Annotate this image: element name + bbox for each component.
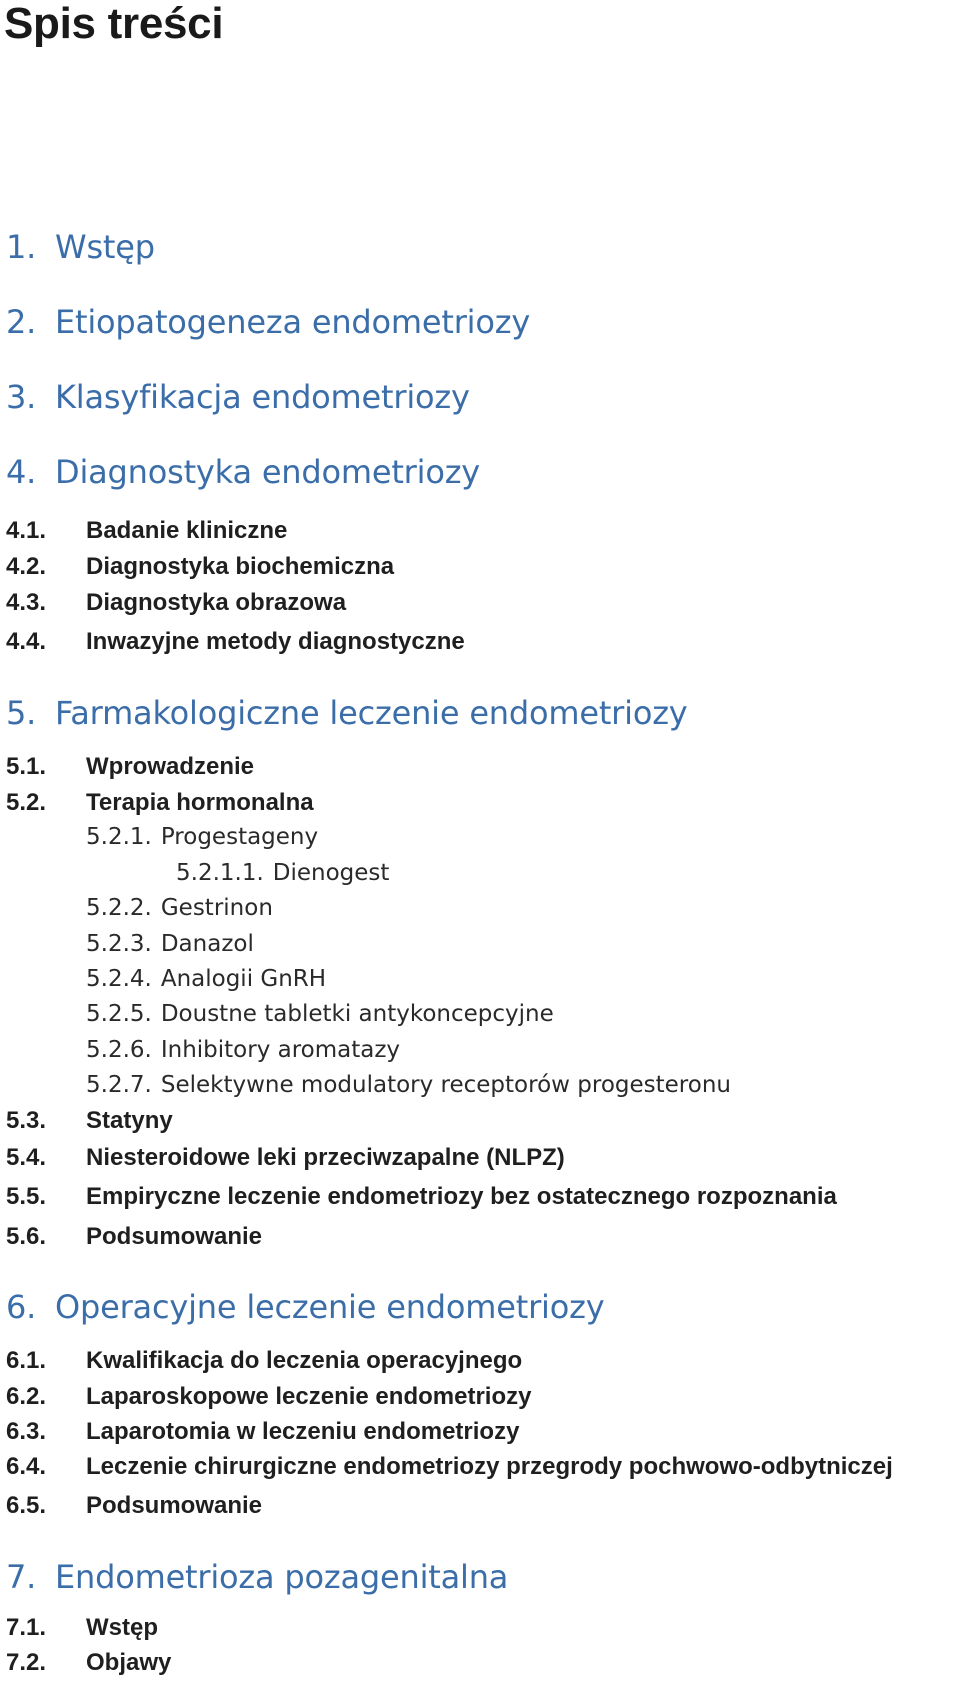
section-label: Niesteroidowe leki przeciwzapalne (NLPZ) [86,1144,565,1171]
toc-chapter-6[interactable] [6,1288,604,1326]
section-number: 5.4. [6,1144,47,1171]
subsection-number: 5.2.4. [86,966,152,992]
subsection-label: Doustne tabletki antykoncepcyjne [160,1001,554,1027]
section-number: 4.3. [6,589,47,616]
section-label: Inwazyjne metody diagnostyczne [86,628,465,655]
subsubsection-number: 5.2.1.1. [176,860,264,886]
chapter-number: 7. [6,1558,37,1596]
section-label: Empiryczne leczenie endometriozy bez ostatecznego rozpoznania [86,1183,837,1210]
section-number: 6.3. [6,1418,47,1445]
toc-section-6-4[interactable] [6,1452,893,1482]
toc-section-5-2[interactable] [6,788,314,818]
section-number: 5.5. [6,1183,47,1210]
toc-subsection-5-2-1[interactable] [86,822,318,852]
toc-section-6-3[interactable] [6,1417,519,1447]
toc-section-4-1[interactable] [6,516,287,546]
chapter-label: Diagnostyka endometriozy [55,453,481,491]
subsection-label: Inhibitory aromatazy [160,1037,401,1063]
section-number: 6.1. [6,1347,47,1374]
section-number: 7.2. [6,1649,47,1676]
subsection-number: 5.2.5. [86,1001,152,1027]
section-number: 5.2. [6,789,47,816]
chapter-label: Farmakologiczne leczenie endometriozy [55,694,688,732]
section-label: Terapia hormonalna [86,789,314,816]
toc-section-5-3[interactable] [6,1106,173,1136]
section-label: Podsumowanie [86,1492,263,1519]
toc-subsubsection-5-2-1-1[interactable] [176,858,389,888]
section-label: Objawy [86,1649,172,1676]
chapter-label: Etiopatogeneza endometriozy [55,303,531,341]
section-number: 7.1. [6,1614,47,1641]
section-number: 4.4. [6,628,47,655]
subsection-label: Selektywne modulatory receptorów progesteronu [160,1072,731,1098]
section-number: 5.1. [6,753,47,780]
subsection-number: 5.2.7. [86,1072,152,1098]
subsection-number: 5.2.2. [86,895,152,921]
chapter-label: Operacyjne leczenie endometriozy [55,1288,605,1326]
chapter-number: 3. [6,378,37,416]
section-label: Wstęp [86,1614,158,1641]
chapter-number: 4. [6,453,37,491]
subsection-label: Danazol [160,931,254,957]
toc-chapter-1[interactable] [6,228,155,266]
toc-section-4-2[interactable] [6,552,394,582]
section-number: 6.5. [6,1492,47,1519]
chapter-label: Endometrioza pozagenitalna [55,1558,509,1596]
subsection-label: Analogii GnRH [160,966,327,992]
toc-section-7-1[interactable] [6,1613,158,1643]
section-number: 5.6. [6,1223,47,1250]
toc-chapter-5[interactable] [6,694,688,732]
toc-section-5-5[interactable] [6,1182,837,1212]
section-number: 6.4. [6,1453,47,1480]
toc-subsection-5-2-3[interactable] [86,929,254,959]
toc-chapter-3[interactable] [6,378,470,416]
toc-section-5-4[interactable] [6,1143,565,1173]
section-label: Leczenie chirurgiczne endometriozy przegrody pochwowo-odbytniczej [86,1453,893,1480]
section-label: Diagnostyka biochemiczna [86,553,395,580]
section-number: 5.3. [6,1107,47,1134]
section-label: Statyny [86,1107,173,1134]
subsection-number: 5.2.1. [86,824,152,850]
chapter-label: Wstęp [55,228,155,266]
page-title: Spis treści [4,0,224,48]
subsubsection-label: Dienogest [272,860,390,886]
section-number: 6.2. [6,1383,47,1410]
chapter-number: 1. [6,228,37,266]
subsection-label: Progestageny [160,824,319,850]
section-label: Diagnostyka obrazowa [86,589,347,616]
section-label: Laparotomia w leczeniu endometriozy [86,1418,520,1445]
section-number: 4.2. [6,553,47,580]
toc-section-5-6[interactable] [6,1222,262,1252]
toc-chapter-7[interactable] [6,1558,508,1596]
section-label: Kwalifikacja do leczenia operacyjnego [86,1347,523,1374]
toc-section-6-1[interactable] [6,1346,522,1376]
toc-subsection-5-2-7[interactable] [86,1070,731,1100]
chapter-label: Klasyfikacja endometriozy [55,378,470,416]
toc-section-6-2[interactable] [6,1382,531,1412]
section-number: 4.1. [6,517,47,544]
subsection-number: 5.2.3. [86,931,152,957]
toc-section-5-1[interactable] [6,752,254,782]
toc-section-6-5[interactable] [6,1491,262,1521]
subsection-label: Gestrinon [160,895,273,921]
chapter-number: 5. [6,694,37,732]
toc-subsection-5-2-2[interactable] [86,893,273,923]
section-label: Wprowadzenie [86,753,255,780]
toc-subsection-5-2-5[interactable] [86,999,554,1029]
toc-section-7-2[interactable] [6,1648,171,1678]
toc-subsection-5-2-4[interactable] [86,964,326,994]
chapter-number: 2. [6,303,37,341]
toc-chapter-2[interactable] [6,303,530,341]
chapter-number: 6. [6,1288,37,1326]
toc-subsection-5-2-6[interactable] [86,1035,400,1065]
toc-section-4-4[interactable] [6,627,465,657]
toc-section-4-3[interactable] [6,588,346,618]
section-label: Podsumowanie [86,1223,263,1250]
section-label: Badanie kliniczne [86,517,288,544]
section-label: Laparoskopowe leczenie endometriozy [86,1383,532,1410]
subsection-number: 5.2.6. [86,1037,152,1063]
toc-chapter-4[interactable] [6,453,480,491]
